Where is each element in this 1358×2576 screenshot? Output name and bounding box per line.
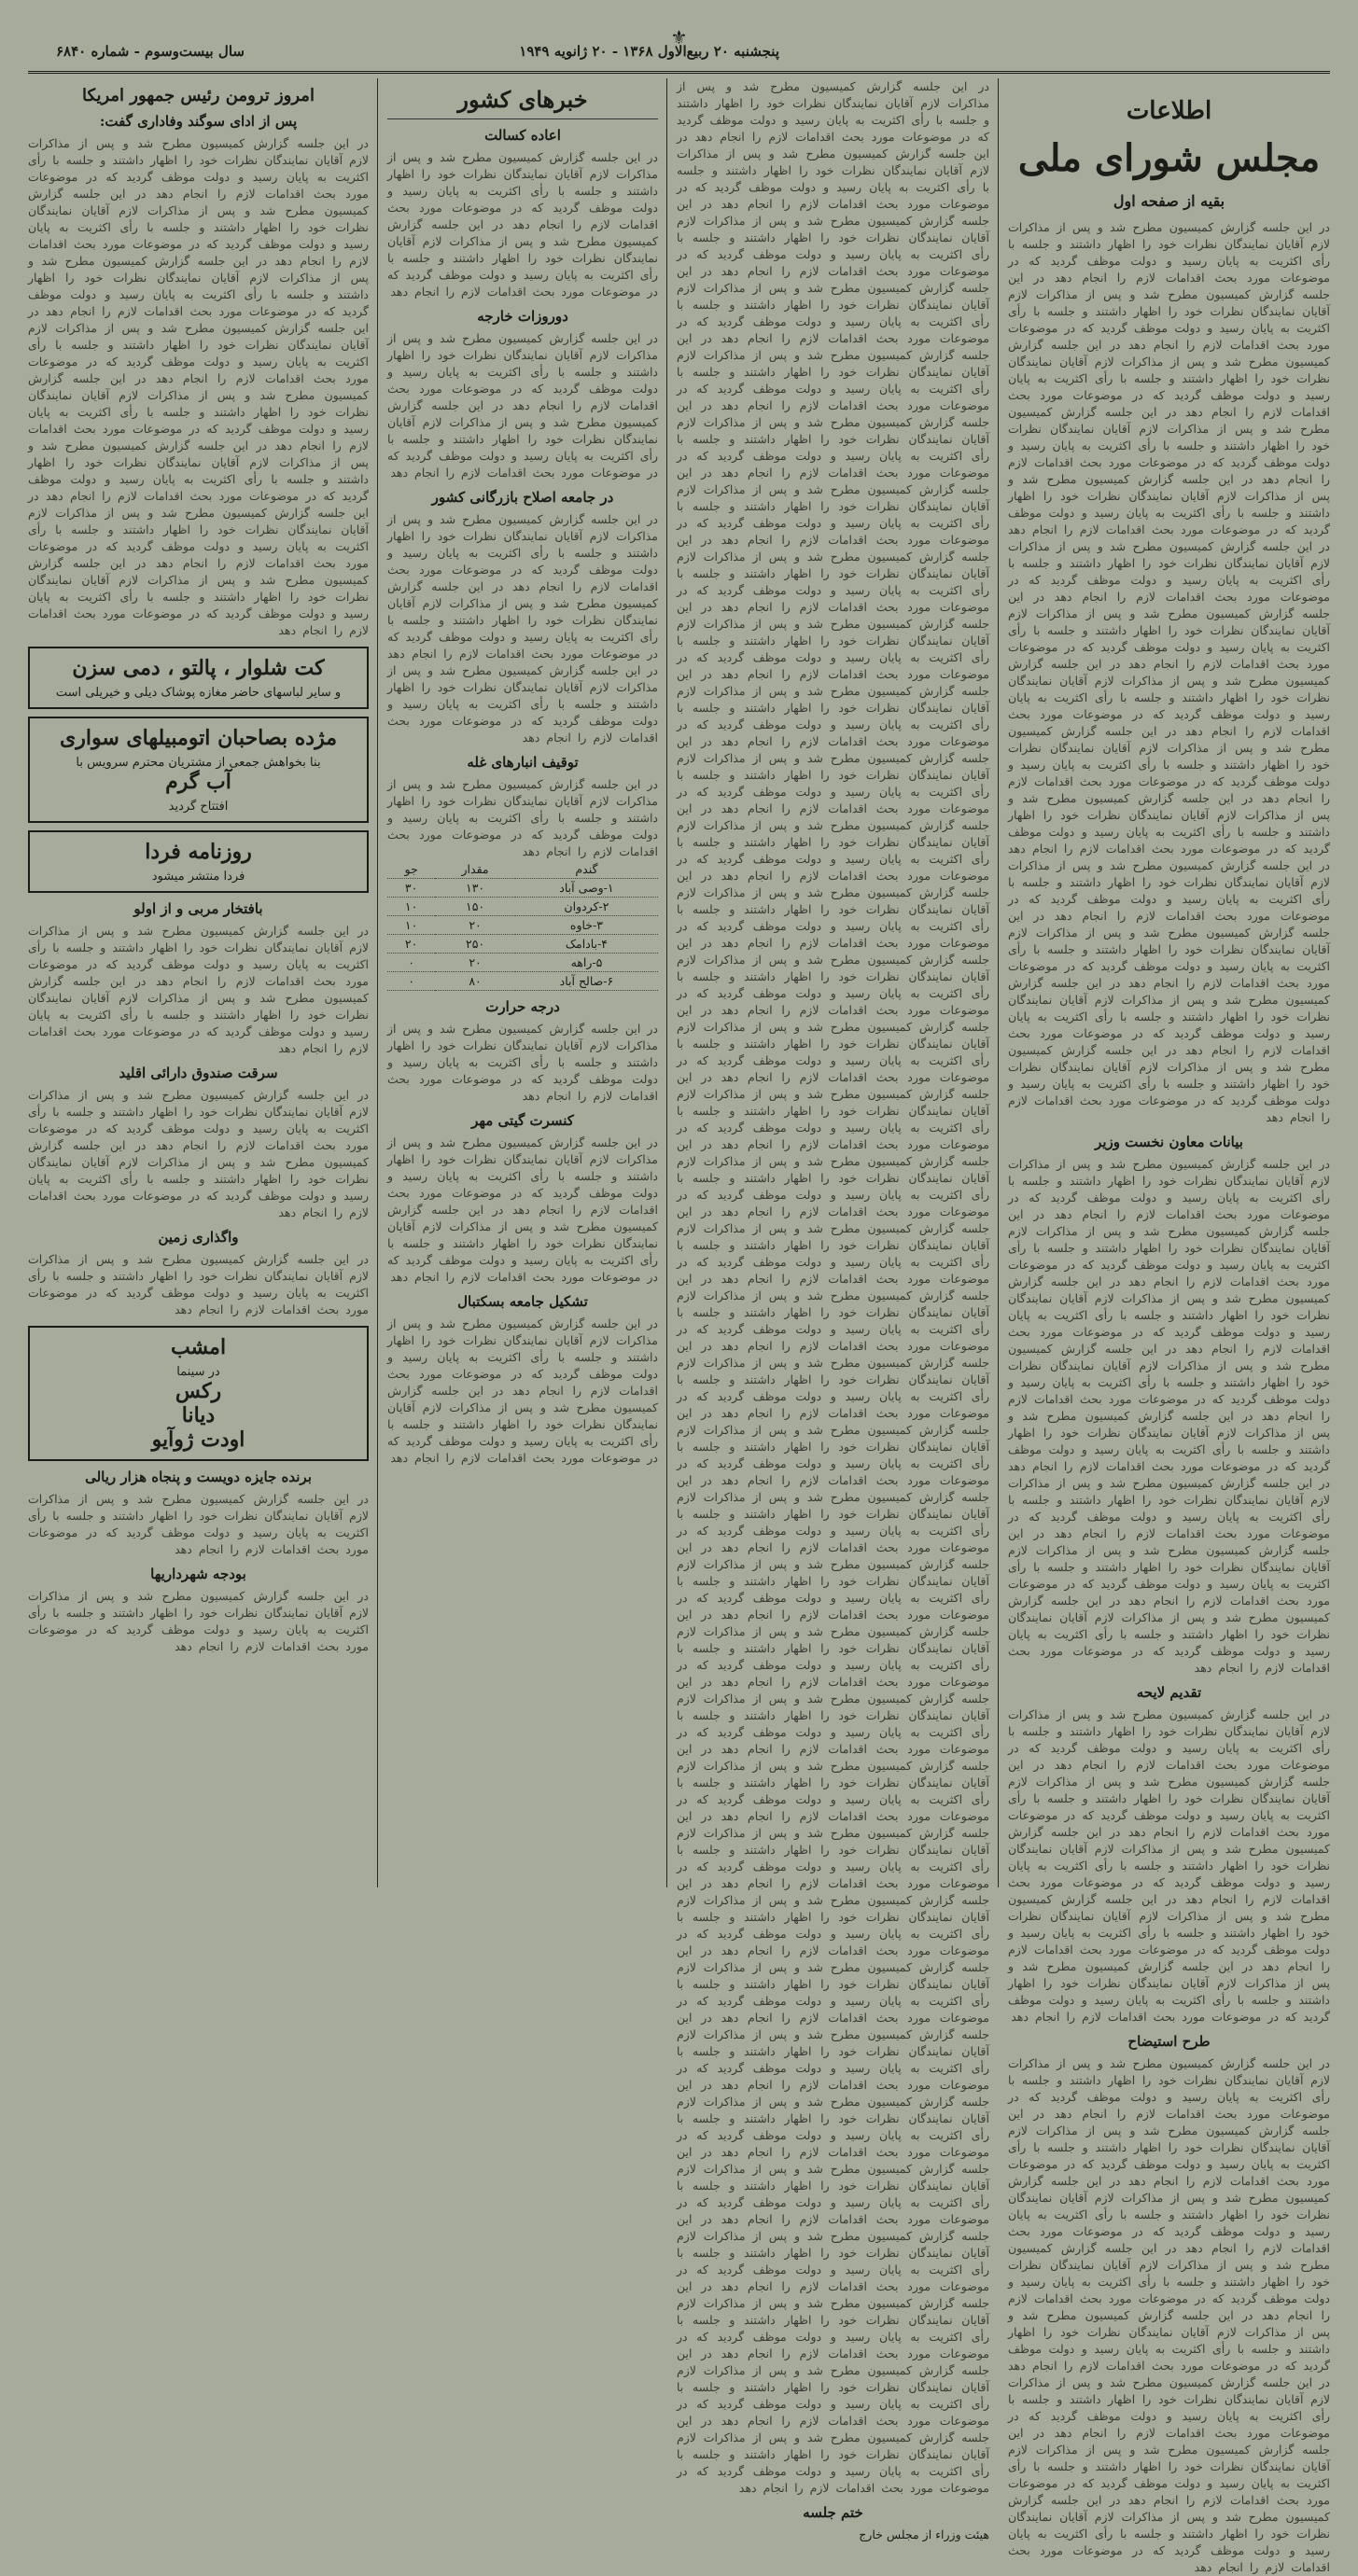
article-body: در این جلسه گزارش کمیسیون مطرح شد و پس از مذاکرات لازم آقایان نمایندگان نظرات خود را اظهار داشتند و جلسه با رأی اکثریت به پایان رسید و دولت موظف گردید که در موضوعات مورد بحث اقدامات لازم را انجام دهد در این جلسه گزارش کمیسیون مطرح شد و پس از مذاکرات لازم آقایان نمایندگان نظرات خود را اظهار داشتند و جلسه با رأی اکثریت به پایان رسید و دولت موظف گردید که در موضوعات مورد بحث اقدامات لازم را انجام دهد bbox=[387, 331, 658, 480]
ad-body: افتتاح گردید bbox=[168, 800, 229, 814]
table-cell: ۲۰ bbox=[435, 954, 515, 972]
table-header: گندم bbox=[515, 860, 658, 879]
column-4 bbox=[28, 78, 369, 1887]
session-end-subhead: ختم جلسه bbox=[803, 2504, 863, 2521]
article-body: در این جلسه گزارش کمیسیون مطرح شد و پس از مذاکرات لازم آقایان نمایندگان نظرات خود را اظهار داشتند و جلسه با رأی اکثریت به پایان رسید و دولت موظف گردید که در موضوعات مورد بحث اقدامات لازم را انجام دهد در این جلسه گزارش کمیسیون مطرح شد و پس از مذاکرات لازم آقایان نمایندگان نظرات خود را اظهار داشتند و جلسه با رأی اکثریت به پایان رسید و دولت موظف گردید که در موضوعات مورد بحث اقدامات لازم را انجام دهد bbox=[387, 1316, 658, 1465]
table-cell: ۰ bbox=[387, 972, 435, 991]
table-header-row bbox=[387, 860, 658, 879]
deputy-pm-subhead: بیانات معاون نخست وزیر bbox=[1095, 1134, 1243, 1150]
temperature-subhead: درجه حرارت bbox=[485, 998, 560, 1015]
interpellation-subhead: طرح استیضاح bbox=[1127, 2033, 1211, 2050]
grain-seizure-subhead: توقیف انبارهای غله bbox=[467, 754, 579, 771]
column-rule bbox=[666, 78, 667, 1887]
ad-title: مژده بصاحبان اتومبیلهای سواری bbox=[60, 726, 337, 750]
trade-reform-subhead: در جامعه اصلاح بازرگانی کشور bbox=[431, 489, 614, 506]
concert-subhead: کنسرت گیتی مهر bbox=[471, 1112, 574, 1129]
article-body: در این جلسه گزارش کمیسیون مطرح شد و پس از مذاکرات لازم آقایان نمایندگان نظرات خود را اظهار داشتند و جلسه با رأی اکثریت به پایان رسید و دولت موظف گردید که در موضوعات مورد بحث اقدامات لازم را انجام دهد در این جلسه گزارش کمیسیون مطرح شد و پس از مذاکرات لازم آقایان نمایندگان نظرات خود را اظهار داشتند و جلسه با رأی اکثریت به پایان رسید و دولت موظف گردید که در موضوعات مورد بحث اقدامات لازم را انجام دهد در این جلسه گزارش کمیسیون مطرح شد و پس از مذاکرات لازم آقایان نمایندگان نظرات خود را اظهار داشتند و جلسه با رأی اکثریت به پایان رسید و دولت موظف گردید که در موضوعات مورد بحث اقدامات لازم را انجام دهد در این جلسه گزارش کمیسیون مطرح شد و پس از مذاکرات لازم آقایان نمایندگان نظرات خود را اظهار داشتند و جلسه با رأی اکثریت به پایان رسید و دولت موظف گردید که در موضوعات مورد بحث اقدامات لازم را انجام دهد در این جلسه گزارش کمیسیون مطرح شد و پس از مذاکرات لازم آقایان نمایندگان نظرات خود را اظهار داشتند و جلسه با رأی اکثریت به پایان رسید و دولت موظف گردید که در موضوعات مورد بحث اقدامات لازم را انجام دهد در این جلسه گزارش کمیسیون مطرح شد و پس از مذاکرات لازم آقایان نمایندگان نظرات خود را اظهار داشتند و جلسه با رأی اکثریت به پایان رسید و دولت موظف گردید که در موضوعات مورد بحث اقدامات لازم را انجام دهد در این جلسه گزارش کمیسیون مطرح شد و پس از مذاکرات لازم آقایان نمایندگان نظرات خود را اظهار داشتند و جلسه با رأی اکثریت به پایان رسید و دولت موظف گردید که در موضوعات مورد بحث اقدامات لازم را انجام دهد در این جلسه گزارش کمیسیون مطرح شد و پس از مذاکرات لازم آقایان نمایندگان نظرات خود را اظهار داشتند و جلسه با رأی اکثریت به پایان رسید و دولت موظف گردید که در موضوعات مورد بحث اقدامات لازم را انجام دهد bbox=[1008, 2056, 1331, 2574]
car-owners-ad bbox=[28, 717, 369, 823]
foreign-ministry-subhead: دوروزات خارجه bbox=[477, 308, 568, 325]
newspaper-logo: اطلاعات bbox=[1126, 97, 1212, 125]
table-header: مقدار bbox=[435, 860, 515, 879]
table-cell: ۲۵۰ bbox=[435, 935, 515, 954]
table-cell: ۰ bbox=[387, 954, 435, 972]
column-2 bbox=[677, 78, 990, 2541]
table-cell: ۲۰ bbox=[435, 916, 515, 935]
column-3 bbox=[387, 78, 658, 1887]
table-cell: ۲-کردوان bbox=[515, 898, 658, 916]
column-rule bbox=[377, 78, 378, 1887]
ad-body: و سایر لباسهای حاضر مغازه پوشاک دیلی و خیریلی است bbox=[55, 686, 342, 700]
theft-subhead: سرقت صندوق دارائی اقلید bbox=[119, 1065, 278, 1081]
column-1 bbox=[1008, 78, 1331, 2574]
table-row bbox=[387, 972, 658, 991]
column-rule bbox=[998, 78, 999, 1887]
table-cell: ۱۰ bbox=[387, 898, 435, 916]
basketball-subhead: تشکیل جامعه بسکتبال bbox=[457, 1293, 588, 1310]
continued-note: بقیه از صفحه اول bbox=[1113, 192, 1225, 210]
table-row bbox=[387, 935, 658, 954]
cinema-name: دیانا bbox=[181, 1403, 216, 1427]
parliament-headline: مجلس شورای ملی bbox=[1017, 136, 1321, 180]
table-cell: ۳-خاوه bbox=[515, 916, 658, 935]
ad-title: روزنامه فردا bbox=[145, 840, 252, 864]
date-line: پنجشنبه ۲۰ ربیع‌الاول ۱۳۶۸ - ۲۰ ژانویه ۱۹۴۹ bbox=[519, 43, 779, 60]
table-row bbox=[387, 898, 658, 916]
article-body: در این جلسه گزارش کمیسیون مطرح شد و پس از مذاکرات لازم آقایان نمایندگان نظرات خود را اظهار داشتند و جلسه با رأی اکثریت به پایان رسید و دولت موظف گردید که در موضوعات مورد بحث اقدامات لازم را انجام دهد bbox=[28, 1492, 369, 1556]
truman-headline: امروز ترومن رئیس جمهور امریکا bbox=[82, 86, 315, 105]
land-subhead: واگذاری زمین bbox=[158, 1229, 239, 1246]
grain-table bbox=[387, 860, 658, 991]
cinema-name: رکس bbox=[175, 1379, 222, 1403]
table-row bbox=[387, 879, 658, 898]
truman-subheadline: پس از ادای سوگند وفاداری گفت: bbox=[99, 113, 298, 130]
illness-subhead: اعاده کسالت bbox=[484, 127, 561, 144]
table-cell: ۱۳۰ bbox=[435, 879, 515, 898]
cinema-name: اودت ژوآیو bbox=[151, 1427, 245, 1452]
table-cell: ۴-بادامک bbox=[515, 935, 658, 954]
article-body: در این جلسه گزارش کمیسیون مطرح شد و پس از مذاکرات لازم آقایان نمایندگان نظرات خود را اظهار داشتند و جلسه با رأی اکثریت به پایان رسید و دولت موظف گردید که در موضوعات مورد بحث اقدامات لازم را انجام دهد در این جلسه گزارش کمیسیون مطرح شد و پس از مذاکرات لازم آقایان نمایندگان نظرات خود را اظهار داشتند و جلسه با رأی اکثریت به پایان رسید و دولت موظف گردید که در موضوعات مورد بحث اقدامات لازم را انجام دهد در این جلسه گزارش کمیسیون مطرح شد و پس از مذاکرات لازم آقایان نمایندگان نظرات خود را اظهار داشتند و جلسه با رأی اکثریت به پایان رسید و دولت موظف گردید که در موضوعات مورد بحث اقدامات لازم را انجام دهد bbox=[387, 512, 658, 745]
article-body: در این جلسه گزارش کمیسیون مطرح شد و پس از مذاکرات لازم آقایان نمایندگان نظرات خود را اظهار داشتند و جلسه با رأی اکثریت به پایان رسید و دولت موظف گردید که در موضوعات مورد بحث اقدامات لازم را انجام دهد در این جلسه گزارش کمیسیون مطرح شد و پس از مذاکرات لازم آقایان نمایندگان نظرات خود را اظهار داشتند و جلسه با رأی اکثریت به پایان رسید و دولت موظف گردید که در موضوعات مورد بحث اقدامات لازم را انجام دهد در این جلسه گزارش کمیسیون مطرح شد و پس از مذاکرات لازم آقایان نمایندگان نظرات خود را اظهار داشتند و جلسه با رأی اکثریت به پایان رسید و دولت موظف گردید که در موضوعات مورد بحث اقدامات لازم را انجام دهد در این جلسه گزارش کمیسیون مطرح شد و پس از مذاکرات لازم آقایان نمایندگان نظرات خود را اظهار داشتند و جلسه با رأی اکثریت به پایان رسید و دولت موظف گردید که در موضوعات مورد بحث اقدامات لازم را انجام دهد در این جلسه گزارش کمیسیون مطرح شد و پس از مذاکرات لازم آقایان نمایندگان نظرات خود را اظهار داشتند و جلسه با رأی اکثریت به پایان رسید و دولت موظف گردید که در موضوعات مورد بحث اقدامات لازم را انجام دهد در این جلسه گزارش کمیسیون مطرح شد و پس از مذاکرات لازم آقایان نمایندگان نظرات خود را اظهار داشتند و جلسه با رأی اکثریت به پایان رسید و دولت موظف گردید که در موضوعات مورد بحث اقدامات لازم را انجام دهد در این جلسه گزارش کمیسیون مطرح شد و پس از مذاکرات لازم آقایان نمایندگان نظرات خود را اظهار داشتند و جلسه با رأی اکثریت به پایان رسید و دولت موظف گردید که در موضوعات مورد بحث اقدامات لازم را انجام دهد در این جلسه گزارش کمیسیون مطرح شد و پس از مذاکرات لازم آقایان نمایندگان نظرات خود را اظهار داشتند و جلسه با رأی اکثریت به پایان رسید و دولت موظف گردید که در موضوعات مورد بحث اقدامات لازم را انجام دهد bbox=[1008, 1157, 1331, 1675]
table-cell: ۶-صالح آباد bbox=[515, 972, 658, 991]
table-cell: ۸۰ bbox=[435, 972, 515, 991]
article-body: در این جلسه گزارش کمیسیون مطرح شد و پس از مذاکرات لازم آقایان نمایندگان نظرات خود را اظهار داشتند و جلسه با رأی اکثریت به پایان رسید و دولت موظف گردید که در موضوعات مورد بحث اقدامات لازم را انجام دهد در این جلسه گزارش کمیسیون مطرح شد و پس از مذاکرات لازم آقایان نمایندگان نظرات خود را اظهار داشتند و جلسه با رأی اکثریت به پایان رسید و دولت موظف گردید که در موضوعات مورد بحث اقدامات لازم را انجام دهد bbox=[387, 150, 658, 299]
article-body: در این جلسه گزارش کمیسیون مطرح شد و پس از مذاکرات لازم آقایان نمایندگان نظرات خود را اظهار داشتند و جلسه با رأی اکثریت به پایان رسید و دولت موظف گردید که در موضوعات مورد بحث اقدامات لازم را انجام دهد در این جلسه گزارش کمیسیون مطرح شد و پس از مذاکرات لازم آقایان نمایندگان نظرات خود را اظهار داشتند و جلسه با رأی اکثریت به پایان رسید و دولت موظف گردید که در موضوعات مورد بحث اقدامات لازم را انجام دهد bbox=[28, 1088, 369, 1219]
domestic-news-heading: خبرهای کشور bbox=[387, 86, 658, 119]
article-body: در این جلسه گزارش کمیسیون مطرح شد و پس از مذاکرات لازم آقایان نمایندگان نظرات خود را اظهار داشتند و جلسه با رأی اکثریت به پایان رسید و دولت موظف گردید که در موضوعات مورد بحث اقدامات لازم را انجام دهد در این جلسه گزارش کمیسیون مطرح شد و پس از مذاکرات لازم آقایان نمایندگان نظرات خود را اظهار داشتند و جلسه با رأی اکثریت به پایان رسید و دولت موظف گردید که در موضوعات مورد بحث اقدامات لازم را انجام دهد در این جلسه گزارش کمیسیون مطرح شد و پس از مذاکرات لازم آقایان نمایندگان نظرات خود را اظهار داشتند و جلسه با رأی اکثریت به پایان رسید و دولت موظف گردید که در موضوعات مورد بحث اقدامات لازم را انجام دهد در این جلسه گزارش کمیسیون مطرح شد و پس از مذاکرات لازم آقایان نمایندگان نظرات خود را اظهار داشتند و جلسه با رأی اکثریت به پایان رسید و دولت موظف گردید که در موضوعات مورد بحث اقدامات لازم را انجام دهد در این جلسه گزارش کمیسیون مطرح شد و پس از مذاکرات لازم آقایان نمایندگان نظرات خود را اظهار داشتند و جلسه با رأی اکثریت به پایان رسید و دولت موظف گردید که در موضوعات مورد بحث اقدامات لازم را انجام دهد در این جلسه گزارش کمیسیون مطرح شد و پس از مذاکرات لازم آقایان نمایندگان نظرات خود را اظهار داشتند و جلسه با رأی اکثریت به پایان رسید و دولت موظف گردید که در موضوعات مورد بحث اقدامات لازم را انجام دهد در این جلسه گزارش کمیسیون مطرح شد و پس از مذاکرات لازم آقایان نمایندگان نظرات خود را اظهار داشتند و جلسه با رأی اکثریت به پایان رسید و دولت موظف گردید که در موضوعات مورد بحث اقدامات لازم را انجام دهد در این جلسه گزارش کمیسیون مطرح شد و پس از مذاکرات لازم آقایان نمایندگان نظرات خود را اظهار داشتند و جلسه با رأی اکثریت به پایان رسید و دولت موظف گردید که در موضوعات مورد بحث اقدامات لازم را انجام دهد در این جلسه گزارش کمیسیون مطرح شد و پس از مذاکرات لازم آقایان نمایندگان نظرات خود را اظهار داشتند و جلسه با رأی اکثریت به پایان رسید و دولت موظف گردید که در موضوعات مورد بحث اقدامات لازم را انجام دهد در این جلسه گزارش کمیسیون مطرح شد و پس از مذاکرات لازم آقایان نمایندگان نظرات خود را اظهار داشتند و جلسه با رأی اکثریت به پایان رسید و دولت موظف گردید که در موضوعات مورد بحث اقدامات لازم را انجام دهد در این جلسه گزارش کمیسیون مطرح شد و پس از مذاکرات لازم آقایان نمایندگان نظرات خود را اظهار داشتند و جلسه با رأی اکثریت به پایان رسید و دولت موظف گردید که در موضوعات مورد بحث اقدامات لازم را انجام دهد در این جلسه گزارش کمیسیون مطرح شد و پس از مذاکرات لازم آقایان نمایندگان نظرات خود را اظهار داشتند و جلسه با رأی اکثریت به پایان رسید و دولت موظف گردید که در موضوعات مورد بحث اقدامات لازم را انجام دهد در این جلسه گزارش کمیسیون مطرح شد و پس از مذاکرات لازم آقایان نمایندگان نظرات خود را اظهار داشتند و جلسه با رأی اکثریت به پایان رسید و دولت موظف گردید که در موضوعات مورد بحث اقدامات لازم را انجام دهد در این جلسه گزارش کمیسیون مطرح شد و پس از مذاکرات لازم آقایان نمایندگان نظرات خود را اظهار داشتند و جلسه با رأی اکثریت به پایان رسید و دولت موظف گردید که در موضوعات مورد بحث اقدامات لازم را انجام دهد bbox=[1008, 220, 1331, 1124]
farda-ad bbox=[28, 830, 369, 893]
ad-title: کت شلوار ، پالتو ، دمی سزن bbox=[72, 656, 325, 680]
article-body: در این جلسه گزارش کمیسیون مطرح شد و پس از مذاکرات لازم آقایان نمایندگان نظرات خود را اظهار داشتند و جلسه با رأی اکثریت به پایان رسید و دولت موظف گردید که در موضوعات مورد بحث اقدامات لازم را انجام دهد در این جلسه گزارش کمیسیون مطرح شد و پس از مذاکرات لازم آقایان نمایندگان نظرات خود را اظهار داشتند و جلسه با رأی اکثریت به پایان رسید و دولت موظف گردید که در موضوعات مورد بحث اقدامات لازم را انجام دهد bbox=[28, 924, 369, 1055]
ad-body: فردا منتشر میشود bbox=[151, 870, 245, 884]
emblem-icon: ⚜ bbox=[670, 26, 688, 49]
article-body: در این جلسه گزارش کمیسیون مطرح شد و پس از مذاکرات لازم آقایان نمایندگان نظرات خود را اظهار داشتند و جلسه با رأی اکثریت به پایان رسید و دولت موظف گردید که در موضوعات مورد بحث اقدامات لازم را انجام دهد bbox=[387, 1022, 658, 1103]
honor-subhead: بافتخار مربی و از اولو bbox=[133, 900, 263, 917]
ad-body: در سینما bbox=[176, 1365, 220, 1379]
table-row bbox=[387, 916, 658, 935]
article-body: در این جلسه گزارش کمیسیون مطرح شد و پس از مذاکرات لازم آقایان نمایندگان نظرات خود را اظهار داشتند و جلسه با رأی اکثریت به پایان رسید و دولت موظف گردید که در موضوعات مورد بحث اقدامات لازم را انجام دهد در این جلسه گزارش کمیسیون مطرح شد و پس از مذاکرات لازم آقایان نمایندگان نظرات خود را اظهار داشتند و جلسه با رأی اکثریت به پایان رسید و دولت موظف گردید که در موضوعات مورد بحث اقدامات لازم را انجام دهد bbox=[387, 1135, 658, 1284]
budget-subhead: بودجه شهرداریها bbox=[150, 1566, 246, 1582]
article-body: در این جلسه گزارش کمیسیون مطرح شد و پس از مذاکرات لازم آقایان نمایندگان نظرات خود را اظهار داشتند و جلسه با رأی اکثریت به پایان رسید و دولت موظف گردید که در موضوعات مورد بحث اقدامات لازم را انجام دهد bbox=[28, 1252, 369, 1316]
masthead bbox=[28, 26, 1330, 71]
article-body: در این جلسه گزارش کمیسیون مطرح شد و پس از مذاکرات لازم آقایان نمایندگان نظرات خود را اظهار داشتند و جلسه با رأی اکثریت به پایان رسید و دولت موظف گردید که در موضوعات مورد بحث اقدامات لازم را انجام دهد در این جلسه گزارش کمیسیون مطرح شد و پس از مذاکرات لازم آقایان نمایندگان نظرات خود را اظهار داشتند و جلسه با رأی اکثریت به پایان رسید و دولت موظف گردید که در موضوعات مورد بحث اقدامات لازم را انجام دهد در این جلسه گزارش کمیسیون مطرح شد و پس از مذاکرات لازم آقایان نمایندگان نظرات خود را اظهار داشتند و جلسه با رأی اکثریت به پایان رسید و دولت موظف گردید که در موضوعات مورد بحث اقدامات لازم را انجام دهد در این جلسه گزارش کمیسیون مطرح شد و پس از مذاکرات لازم آقایان نمایندگان نظرات خود را اظهار داشتند و جلسه با رأی اکثریت به پایان رسید و دولت موظف گردید که در موضوعات مورد بحث اقدامات لازم را انجام دهد در این جلسه گزارش کمیسیون مطرح شد و پس از مذاکرات لازم آقایان نمایندگان نظرات خود را اظهار داشتند و جلسه با رأی اکثریت به پایان رسید و دولت موظف گردید که در موضوعات مورد بحث اقدامات لازم را انجام دهد در این جلسه گزارش کمیسیون مطرح شد و پس از مذاکرات لازم آقایان نمایندگان نظرات خود را اظهار داشتند و جلسه با رأی اکثریت به پایان رسید و دولت موظف گردید که در موضوعات مورد بحث اقدامات لازم را انجام دهد در این جلسه گزارش کمیسیون مطرح شد و پس از مذاکرات لازم آقایان نمایندگان نظرات خود را اظهار داشتند و جلسه با رأی اکثریت به پایان رسید و دولت موظف گردید که در موضوعات مورد بحث اقدامات لازم را انجام دهد در این جلسه گزارش کمیسیون مطرح شد و پس از مذاکرات لازم آقایان نمایندگان نظرات خود را اظهار داشتند و جلسه با رأی اکثریت به پایان رسید و دولت موظف گردید که در موضوعات مورد بحث اقدامات لازم را انجام دهد bbox=[28, 136, 369, 637]
ad-title: آب گرم bbox=[165, 770, 231, 794]
session-end-note: هیئت وزراء از مجلس خارج bbox=[859, 2527, 989, 2541]
table-cell: ۳۰ bbox=[387, 879, 435, 898]
clothing-ad bbox=[28, 647, 369, 709]
article-body: در این جلسه گزارش کمیسیون مطرح شد و پس از مذاکرات لازم آقایان نمایندگان نظرات خود را اظهار داشتند و جلسه با رأی اکثریت به پایان رسید و دولت موظف گردید که در موضوعات مورد بحث اقدامات لازم را انجام دهد در این جلسه گزارش کمیسیون مطرح شد و پس از مذاکرات لازم آقایان نمایندگان نظرات خود را اظهار داشتند و جلسه با رأی اکثریت به پایان رسید و دولت موظف گردید که در موضوعات مورد بحث اقدامات لازم را انجام دهد در این جلسه گزارش کمیسیون مطرح شد و پس از مذاکرات لازم آقایان نمایندگان نظرات خود را اظهار داشتند و جلسه با رأی اکثریت به پایان رسید و دولت موظف گردید که در موضوعات مورد بحث اقدامات لازم را انجام دهد در این جلسه گزارش کمیسیون مطرح شد و پس از مذاکرات لازم آقایان نمایندگان نظرات خود را اظهار داشتند و جلسه با رأی اکثریت به پایان رسید و دولت موظف گردید که در موضوعات مورد بحث اقدامات لازم را انجام دهد در این جلسه گزارش کمیسیون مطرح شد و پس از مذاکرات لازم آقایان نمایندگان نظرات خود را اظهار داشتند و جلسه با رأی اکثریت به پایان رسید و دولت موظف گردید که در موضوعات مورد بحث اقدامات لازم را انجام دهد bbox=[1008, 1707, 1331, 2024]
ad-body: بنا بخواهش جمعی از مشتریان محترم سرویس با bbox=[76, 756, 321, 770]
article-body: در این جلسه گزارش کمیسیون مطرح شد و پس از مذاکرات لازم آقایان نمایندگان نظرات خود را اظهار داشتند و جلسه با رأی اکثریت به پایان رسید و دولت موظف گردید که در موضوعات مورد بحث اقدامات لازم را انجام دهد bbox=[387, 777, 658, 858]
table-row bbox=[387, 954, 658, 972]
table-cell: ۵-راهه bbox=[515, 954, 658, 972]
cinema-ad bbox=[28, 1326, 369, 1461]
bill-subhead: تقدیم لایحه bbox=[1136, 1684, 1202, 1701]
table-cell: ۱۵۰ bbox=[435, 898, 515, 916]
ad-title: امشب bbox=[170, 1335, 227, 1359]
newspaper-page bbox=[28, 26, 1331, 2574]
article-body: در این جلسه گزارش کمیسیون مطرح شد و پس از مذاکرات لازم آقایان نمایندگان نظرات خود را اظهار داشتند و جلسه با رأی اکثریت به پایان رسید و دولت موظف گردید که در موضوعات مورد بحث اقدامات لازم را انجام دهد bbox=[28, 1589, 369, 1653]
table-header: جو bbox=[387, 860, 435, 879]
table-cell: ۲۰ bbox=[387, 935, 435, 954]
table-cell: ۱-وصی آباد bbox=[515, 879, 658, 898]
prize-subhead: برنده جایزه دویست و پنجاه هزار ریالی bbox=[85, 1469, 312, 1485]
table-cell: ۱۰ bbox=[387, 916, 435, 935]
issue-line: سال بیست‌وسوم - شماره ۶۸۴۰ bbox=[56, 43, 245, 60]
article-body: در این جلسه گزارش کمیسیون مطرح شد و پس از مذاکرات لازم آقایان نمایندگان نظرات خود را اظهار داشتند و جلسه با رأی اکثریت به پایان رسید و دولت موظف گردید که در موضوعات مورد بحث اقدامات لازم را انجام دهد در این جلسه گزارش کمیسیون مطرح شد و پس از مذاکرات لازم آقایان نمایندگان نظرات خود را اظهار داشتند و جلسه با رأی اکثریت به پایان رسید و دولت موظف گردید که در موضوعات مورد بحث اقدامات لازم را انجام دهد در این جلسه گزارش کمیسیون مطرح شد و پس از مذاکرات لازم آقایان نمایندگان نظرات خود را اظهار داشتند و جلسه با رأی اکثریت به پایان رسید و دولت موظف گردید که در موضوعات مورد بحث اقدامات لازم را انجام دهد در این جلسه گزارش کمیسیون مطرح شد و پس از مذاکرات لازم آقایان نمایندگان نظرات خود را اظهار داشتند و جلسه با رأی اکثریت به پایان رسید و دولت موظف گردید که در موضوعات مورد بحث اقدامات لازم را انجام دهد در این جلسه گزارش کمیسیون مطرح شد و پس از مذاکرات لازم آقایان نمایندگان نظرات خود را اظهار داشتند و جلسه با رأی اکثریت به پایان رسید و دولت موظف گردید که در موضوعات مورد بحث اقدامات لازم را انجام دهد در این جلسه گزارش کمیسیون مطرح شد و پس از مذاکرات لازم آقایان نمایندگان نظرات خود را اظهار داشتند و جلسه با رأی اکثریت به پایان رسید و دولت موظف گردید که در موضوعات مورد بحث اقدامات لازم را انجام دهد در این جلسه گزارش کمیسیون مطرح شد و پس از مذاکرات لازم آقایان نمایندگان نظرات خود را اظهار داشتند و جلسه با رأی اکثریت به پایان رسید و دولت موظف گردید که در موضوعات مورد بحث اقدامات لازم را انجام دهد در این جلسه گزارش کمیسیون مطرح شد و پس از مذاکرات لازم آقایان نمایندگان نظرات خود را اظهار داشتند و جلسه با رأی اکثریت به پایان رسید و دولت موظف گردید که در موضوعات مورد بحث اقدامات لازم را انجام دهد در این جلسه گزارش کمیسیون مطرح شد و پس از مذاکرات لازم آقایان نمایندگان نظرات خود را اظهار داشتند و جلسه با رأی اکثریت به پایان رسید و دولت موظف گردید که در موضوعات مورد بحث اقدامات لازم را انجام دهد در این جلسه گزارش کمیسیون مطرح شد و پس از مذاکرات لازم آقایان نمایندگان نظرات خود را اظهار داشتند و جلسه با رأی اکثریت به پایان رسید و دولت موظف گردید که در موضوعات مورد بحث اقدامات لازم را انجام دهد در این جلسه گزارش کمیسیون مطرح شد و پس از مذاکرات لازم آقایان نمایندگان نظرات خود را اظهار داشتند و جلسه با رأی اکثریت به پایان رسید و دولت موظف گردید که در موضوعات مورد بحث اقدامات لازم را انجام دهد در این جلسه گزارش کمیسیون مطرح شد و پس از مذاکرات لازم آقایان نمایندگان نظرات خود را اظهار داشتند و جلسه با رأی اکثریت به پایان رسید و دولت موظف گردید که در موضوعات مورد بحث اقدامات لازم را انجام دهد در این جلسه گزارش کمیسیون مطرح شد و پس از مذاکرات لازم آقایان نمایندگان نظرات خود را اظهار داشتند و جلسه با رأی اکثریت به پایان رسید و دولت موظف گردید که در موضوعات مورد بحث اقدامات لازم را انجام دهد در این جلسه گزارش کمیسیون مطرح شد و پس از مذاکرات لازم آقایان نمایندگان نظرات خود را اظهار داشتند و جلسه با رأی اکثریت به پایان رسید و دولت موظف گردید که در موضوعات مورد بحث اقدامات لازم را انجام دهد در این جلسه گزارش کمیسیون مطرح شد و پس از مذاکرات لازم آقایان نمایندگان نظرات خود را اظهار داشتند و جلسه با رأی اکثریت به پایان رسید و دولت موظف گردید که در موضوعات مورد بحث اقدامات لازم را انجام دهد در این جلسه گزارش کمیسیون مطرح شد و پس از مذاکرات لازم آقایان نمایندگان نظرات خود را اظهار داشتند و جلسه با رأی اکثریت به پایان رسید و دولت موظف گردید که در موضوعات مورد بحث اقدامات لازم را انجام دهد در این جلسه گزارش کمیسیون مطرح شد و پس از مذاکرات لازم آقایان نمایندگان نظرات خود را اظهار داشتند و جلسه با رأی اکثریت به پایان رسید و دولت موظف گردید که در موضوعات مورد بحث اقدامات لازم را انجام دهد در این جلسه گزارش کمیسیون مطرح شد و پس از مذاکرات لازم آقایان نمایندگان نظرات خود را اظهار داشتند و جلسه با رأی اکثریت به پایان رسید و دولت موظف گردید که در موضوعات مورد بحث اقدامات لازم را انجام دهد در این جلسه گزارش کمیسیون مطرح شد و پس از مذاکرات لازم آقایان نمایندگان نظرات خود را اظهار داشتند و جلسه با رأی اکثریت به پایان رسید و دولت موظف گردید که در موضوعات مورد بحث اقدامات لازم را انجام دهد در این جلسه گزارش کمیسیون مطرح شد و پس از مذاکرات لازم آقایان نمایندگان نظرات خود را اظهار داشتند و جلسه با رأی اکثریت به پایان رسید و دولت موظف گردید که در موضوعات مورد بحث اقدامات لازم را انجام دهد در این جلسه گزارش کمیسیون مطرح شد و پس از مذاکرات لازم آقایان نمایندگان نظرات خود را اظهار داشتند و جلسه با رأی اکثریت به پایان رسید و دولت موظف گردید که در موضوعات مورد بحث اقدامات لازم را انجام دهد در این جلسه گزارش کمیسیون مطرح شد و پس از مذاکرات لازم آقایان نمایندگان نظرات خود را اظهار داشتند و جلسه با رأی اکثریت به پایان رسید و دولت موظف گردید که در موضوعات مورد بحث اقدامات لازم را انجام دهد در این جلسه گزارش کمیسیون مطرح شد و پس از مذاکرات لازم آقایان نمایندگان نظرات خود را اظهار داشتند و جلسه با رأی اکثریت به پایان رسید و دولت موظف گردید که در موضوعات مورد بحث اقدامات لازم را انجام دهد در این جلسه گزارش کمیسیون مطرح شد و پس از مذاکرات لازم آقایان نمایندگان نظرات خود را اظهار داشتند و جلسه با رأی اکثریت به پایان رسید و دولت موظف گردید که در موضوعات مورد بحث اقدامات لازم را انجام دهد در این جلسه گزارش کمیسیون مطرح شد و پس از مذاکرات لازم آقایان نمایندگان نظرات خود را اظهار داشتند و جلسه با رأی اکثریت به پایان رسید و دولت موظف گردید که در موضوعات مورد بحث اقدامات لازم را انجام دهد در این جلسه گزارش کمیسیون مطرح شد و پس از مذاکرات لازم آقایان نمایندگان نظرات خود را اظهار داشتند و جلسه با رأی اکثریت به پایان رسید و دولت موظف گردید که در موضوعات مورد بحث اقدامات لازم را انجام دهد در این جلسه گزارش کمیسیون مطرح شد و پس از مذاکرات لازم آقایان نمایندگان نظرات خود را اظهار داشتند و جلسه با رأی اکثریت به پایان رسید و دولت موظف گردید که در موضوعات مورد بحث اقدامات لازم را انجام دهد در این جلسه گزارش کمیسیون مطرح شد و پس از مذاکرات لازم آقایان نمایندگان نظرات خود را اظهار داشتند و جلسه با رأی اکثریت به پایان رسید و دولت موظف گردید که در موضوعات مورد بحث اقدامات لازم را انجام دهد در این جلسه گزارش کمیسیون مطرح شد و پس از مذاکرات لازم آقایان نمایندگان نظرات خود را اظهار داشتند و جلسه با رأی اکثریت به پایان رسید و دولت موظف گردید که در موضوعات مورد بحث اقدامات لازم را انجام دهد در این جلسه گزارش کمیسیون مطرح شد و پس از مذاکرات لازم آقایان نمایندگان نظرات خود را اظهار داشتند و جلسه با رأی اکثریت به پایان رسید و دولت موظف گردید که در موضوعات مورد بحث اقدامات لازم را انجام دهد در این جلسه گزارش کمیسیون مطرح شد و پس از مذاکرات لازم آقایان نمایندگان نظرات خود را اظهار داشتند و جلسه با رأی اکثریت به پایان رسید و دولت موظف گردید که در موضوعات مورد بحث اقدامات لازم را انجام دهد در این جلسه گزارش کمیسیون مطرح شد و پس از مذاکرات لازم آقایان نمایندگان نظرات خود را اظهار داشتند و جلسه با رأی اکثریت به پایان رسید و دولت موظف گردید که در موضوعات مورد بحث اقدامات لازم را انجام دهد در این جلسه گزارش کمیسیون مطرح شد و پس از مذاکرات لازم آقایان نمایندگان نظرات خود را اظهار داشتند و جلسه با رأی اکثریت به پایان رسید و دولت موظف گردید که در موضوعات مورد بحث اقدامات لازم را انجام دهد در این جلسه گزارش کمیسیون مطرح شد و پس از مذاکرات لازم آقایان نمایندگان نظرات خود را اظهار داشتند و جلسه با رأی اکثریت به پایان رسید و دولت موظف گردید که در موضوعات مورد بحث اقدامات لازم را انجام دهد در این جلسه گزارش کمیسیون مطرح شد و پس از مذاکرات لازم آقایان نمایندگان نظرات خود را اظهار داشتند و جلسه با رأی اکثریت به پایان رسید و دولت موظف گردید که در موضوعات مورد بحث اقدامات لازم را انجام دهد در این جلسه گزارش کمیسیون مطرح شد و پس از مذاکرات لازم آقایان نمایندگان نظرات خود را اظهار داشتند و جلسه با رأی اکثریت به پایان رسید و دولت موظف گردید که در موضوعات مورد بحث اقدامات لازم را انجام دهد bbox=[677, 79, 990, 2495]
masthead-rule bbox=[28, 71, 1330, 74]
